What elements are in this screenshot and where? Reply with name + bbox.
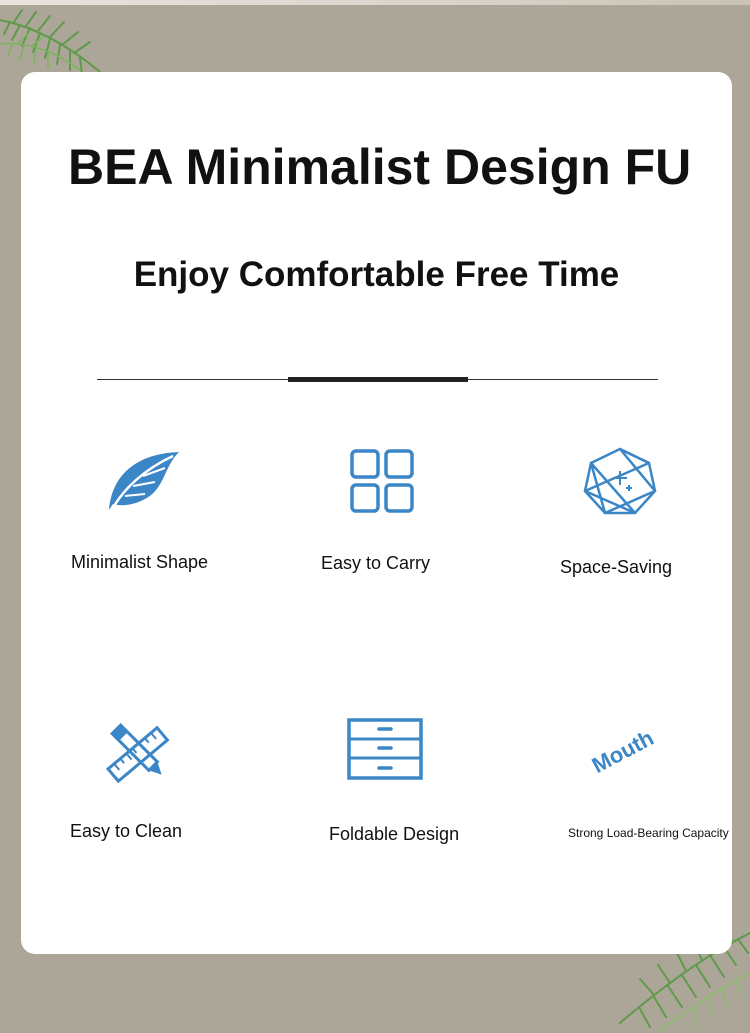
page-title: BEA Minimalist Design FU xyxy=(68,139,692,195)
hexagon-icon xyxy=(583,447,657,515)
feature-label: Easy to Carry xyxy=(321,553,431,573)
feature-label: Strong Load-Bearing Capacity xyxy=(568,826,729,840)
grid-icon xyxy=(349,448,415,514)
page-subtitle: Enjoy Comfortable Free Time xyxy=(133,255,620,294)
feature-label: Minimalist Shape xyxy=(71,552,209,572)
mouth-icon-text: Mouth xyxy=(587,725,658,779)
mouth-text-icon xyxy=(585,725,661,779)
divider-accent xyxy=(288,377,468,382)
feature-label: Easy to Clean xyxy=(70,821,183,841)
feature-card xyxy=(21,72,732,954)
feature-label: Foldable Design xyxy=(329,824,460,844)
pencil-ruler-icon xyxy=(101,716,177,788)
feature-label: Space-Saving xyxy=(560,557,673,577)
leaf-icon xyxy=(103,446,183,514)
palm-leaf-top-icon xyxy=(0,0,120,80)
drawers-icon xyxy=(347,718,423,780)
